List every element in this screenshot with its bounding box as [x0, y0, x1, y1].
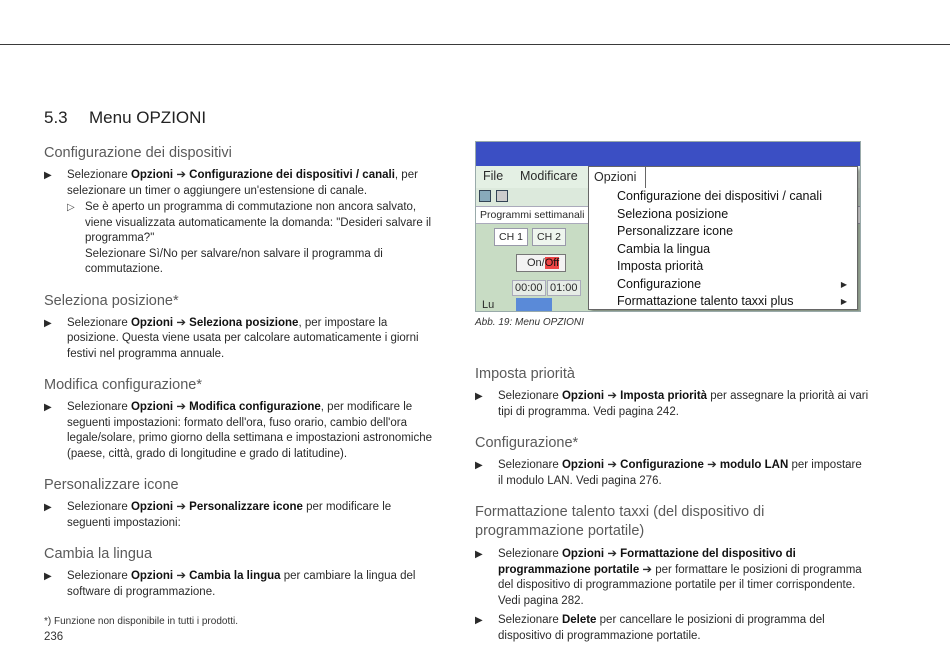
dd-item: Configurazione	[617, 277, 702, 291]
menu-ref: Opzioni	[130, 401, 174, 413]
bullet-triangle-icon: ▶	[475, 391, 483, 402]
tab-ch1: CH 1	[494, 228, 528, 246]
bullet-triangle-icon: ▶	[44, 317, 52, 329]
bullet-triangle-icon: ▶	[44, 502, 52, 513]
schedule-cell	[516, 298, 552, 312]
command-ref: Modifica configurazione	[189, 401, 321, 413]
block-posizione	[44, 292, 434, 363]
menu-screenshot-figure	[475, 141, 861, 312]
page-ref: Vedi pagina 282.	[498, 594, 584, 607]
dd-item: Personalizzare icone	[617, 224, 734, 238]
block-lingua	[44, 545, 434, 600]
command-ref: Configurazione dei dispositivi / canali	[189, 169, 395, 181]
bullet-configurazione	[475, 458, 870, 489]
menu-ref: Opzioni	[130, 501, 174, 513]
bullet-triangle-icon: ▶	[475, 549, 483, 560]
text: Selezionare	[498, 459, 562, 471]
menu-ref: Opzioni	[561, 459, 605, 471]
day-label: Lu	[482, 299, 495, 311]
text: Selezionare	[67, 316, 131, 329]
bullet-config	[44, 168, 434, 278]
submenu-arrow-icon: ▶	[840, 280, 847, 289]
block-icone	[44, 476, 434, 531]
dd-item: Imposta priorità	[617, 259, 704, 273]
bullet-triangle-icon: ▶	[475, 460, 483, 471]
text: per impostare il modulo LAN. Vedi pagina 276.	[498, 459, 862, 487]
time-cell: 00:00	[512, 280, 546, 296]
hollow-triangle-icon: ▷	[67, 202, 75, 213]
right-column	[475, 365, 870, 658]
on-label: On/	[527, 257, 545, 269]
arrow-icon: ➔	[642, 563, 653, 576]
bullet-triangle-icon: ▶	[44, 170, 52, 181]
block-configurazione	[475, 434, 870, 489]
subheading-priorita: Imposta priorità	[475, 366, 575, 382]
dd-item: Seleziona posizione	[617, 207, 729, 221]
tab-ch2: CH 2	[532, 228, 566, 246]
bullet-triangle-icon: ▶	[475, 615, 483, 626]
block-priorita	[475, 365, 870, 420]
menu-modificare: Modificare	[520, 169, 578, 183]
menu-ref: Opzioni	[130, 316, 174, 329]
subheading-formattazione: Formattazione talento taxxi (del dispositivo di programmazione portatile)	[475, 504, 765, 539]
text: Selezionare	[67, 401, 131, 413]
subheading-lingua: Cambia la lingua	[44, 546, 153, 562]
block-modifica	[44, 376, 434, 462]
bullet-posizione	[44, 316, 434, 363]
footnote: *) Funzione non disponibile in tutti i prodotti.	[44, 616, 239, 627]
command-ref: Cambia la lingua	[189, 570, 281, 582]
dd-item: Cambia la lingua	[617, 242, 711, 256]
left-column	[44, 144, 434, 614]
section-title: Menu OPZIONI	[89, 108, 207, 127]
arrow-icon: ➔	[176, 401, 186, 413]
time-header	[512, 280, 582, 296]
block-formattazione	[475, 503, 870, 644]
bullet-lingua	[44, 569, 434, 600]
onoff-button	[516, 254, 566, 272]
text: per cancellare le posizioni di programma del dispositivo di programmazione portatile.	[498, 614, 825, 642]
menu-file: File	[483, 169, 504, 183]
command-ref: Formattazione del dispositivo di programmazione portatile	[498, 548, 796, 576]
submenu-arrow-icon: ▶	[840, 297, 847, 306]
menu-ref: Opzioni	[561, 548, 605, 560]
arrow-icon: ➔	[707, 459, 717, 471]
bullet-icone	[44, 500, 434, 531]
command-ref: Delete	[561, 614, 597, 626]
subheading-modifica: Modifica configurazione*	[44, 377, 202, 393]
arrow-icon: ➔	[176, 169, 186, 181]
command-ref: Personalizzare icone	[189, 501, 303, 513]
dd-item: Configurazione dei dispositivi / canali	[617, 189, 822, 203]
text: per assegnare la priorità ai vari tipi di programma. Vedi pagina 242.	[498, 390, 869, 418]
arrow-icon: ➔	[176, 501, 186, 513]
print-icon	[496, 190, 508, 202]
section-number: 5.3	[44, 108, 68, 127]
text: per modificare le seguenti impostazioni:	[67, 501, 392, 529]
text: , per modificare le seguenti impostazioni: formato dell'ora, fuso orario, cambio dell'ora legale/solare, primo giorno della settimana e impostazioni astronomiche (paese, città, grado di longitudine e grado di latitudine).	[67, 401, 432, 460]
command-ref: Imposta priorità	[620, 390, 708, 402]
time-cell: 01:00	[547, 280, 581, 296]
subheading-configurazione: Configurazione*	[475, 435, 579, 451]
dd-item: Formattazione talento taxxi plus	[617, 294, 794, 308]
text: Selezionare	[67, 501, 131, 513]
bullet-delete	[475, 613, 870, 644]
text: Selezionare	[67, 570, 131, 582]
text: Selezionare	[498, 390, 562, 402]
bullet-formattazione	[475, 547, 870, 609]
command-ref: Seleziona posizione	[189, 316, 299, 329]
bullet-triangle-icon: ▶	[44, 402, 52, 413]
bullet-priorita	[475, 389, 870, 420]
section-heading	[44, 108, 206, 128]
arrow-icon: ➔	[607, 390, 617, 402]
text: per formattare le posizioni di programma del dispositivo di programmazione portatile per il timer corrispondente.	[498, 563, 862, 591]
save-icon	[479, 190, 491, 202]
text: , per selezionare un timer o aggiungere un'estensione di canale.	[67, 169, 418, 197]
arrow-icon: ➔	[176, 570, 186, 582]
arrow-icon: ➔	[607, 459, 617, 471]
text: Selezionare Sì/No per salvare/non salvare il programma di commutazione.	[85, 247, 383, 275]
bullet-triangle-icon: ▶	[44, 571, 52, 582]
text: Se è aperto un programma di commutazione non ancora salvato, viene visualizzata automaticamente la domanda: "Desideri salvare il programma?"	[85, 201, 432, 244]
block-config	[44, 144, 434, 278]
menu-ref: Opzioni	[561, 390, 605, 402]
top-rule	[0, 44, 950, 45]
menu-ref: Opzioni	[130, 169, 174, 181]
subheading-icone: Personalizzare icone	[44, 477, 179, 493]
command-ref: Configurazione	[620, 459, 704, 471]
window-titlebar	[476, 142, 861, 166]
menu-opzioni: Opzioni	[588, 166, 646, 188]
text: per cambiare la lingua del software di programmazione.	[67, 570, 416, 598]
programs-label: Programmi settimanali	[480, 209, 585, 221]
text: Selezionare	[67, 169, 131, 181]
arrow-icon: ➔	[607, 548, 617, 560]
bullet-modifica	[44, 400, 434, 462]
text: , per impostare la posizione. Questa viene usata per calcolare automaticamente i giorni festivi nel programma annuale.	[67, 316, 419, 360]
menu-ref: Opzioni	[130, 570, 174, 582]
off-label: Off	[544, 257, 560, 269]
figure-caption: Abb. 19: Menu OPZIONI	[475, 317, 584, 328]
subbullet-1	[67, 200, 434, 278]
command-ref: modulo LAN	[719, 459, 789, 471]
text: Selezionare	[498, 548, 562, 560]
text: Selezionare	[498, 614, 562, 626]
page-number: 236	[44, 631, 64, 643]
subheading-posizione: Seleziona posizione*	[44, 292, 179, 309]
arrow-icon: ➔	[176, 316, 186, 329]
subheading-config: Configurazione dei dispositivi	[44, 145, 232, 161]
